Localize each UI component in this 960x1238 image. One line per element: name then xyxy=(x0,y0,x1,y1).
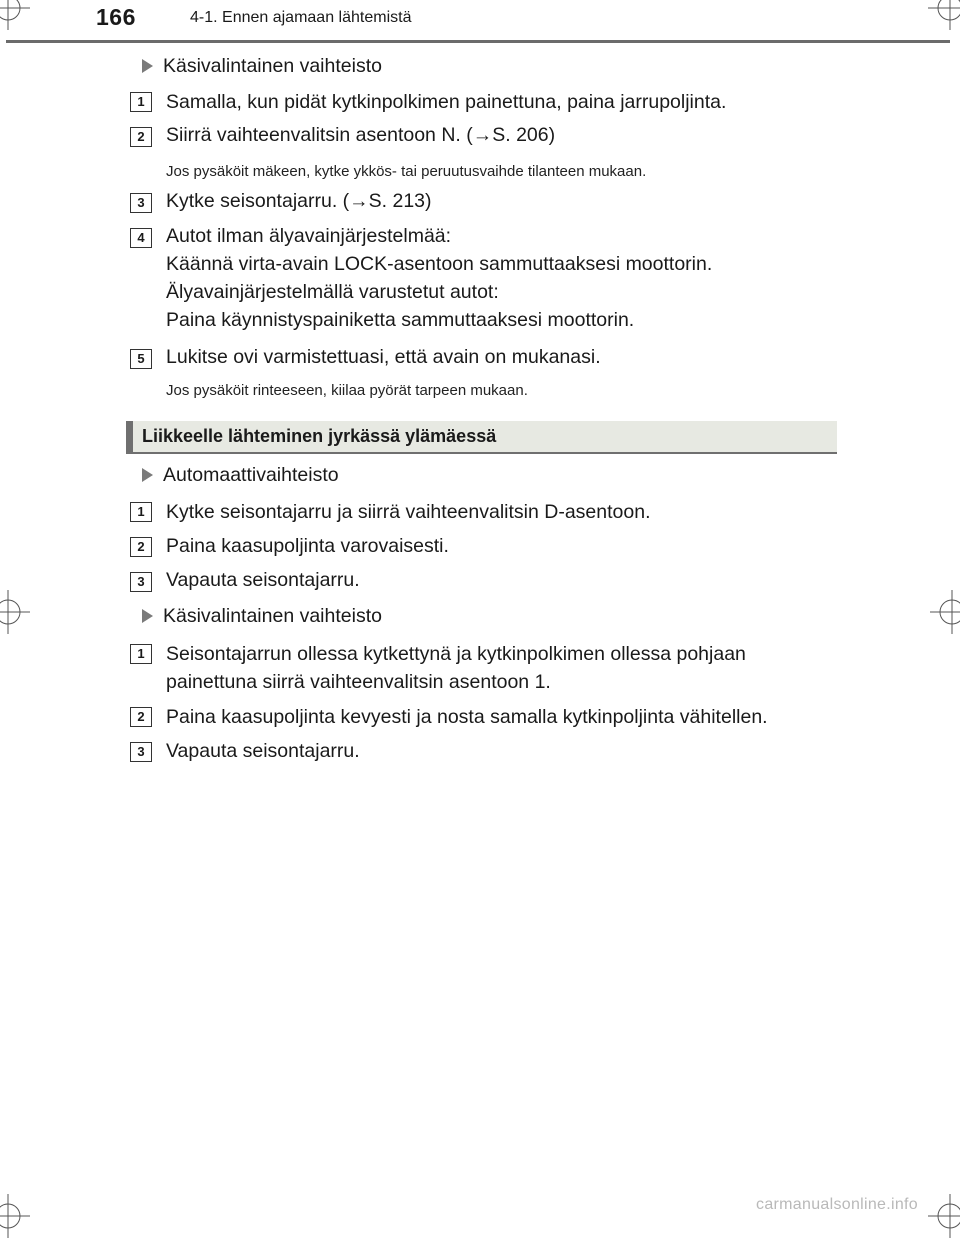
step-badge: 1 xyxy=(130,644,152,664)
triangle-bullet-icon xyxy=(142,609,153,623)
step-text: Vapauta seisontajarru. xyxy=(166,569,360,591)
crop-mark-bottom-right xyxy=(928,1194,960,1238)
step-badge: 2 xyxy=(130,537,152,557)
step-text: Vapauta seisontajarru. xyxy=(166,740,360,762)
crop-mark-bottom-left xyxy=(0,1194,30,1238)
automatic-heading: Automaattivaihteisto xyxy=(130,461,339,489)
step-badge: 5 xyxy=(130,349,152,369)
manual-heading: Käsivalintainen vaihteisto xyxy=(130,52,382,80)
step-text: Lukitse ovi varmistettuasi, että avain on mukanasi. xyxy=(166,346,601,368)
step-badge: 3 xyxy=(130,742,152,762)
watermark-text: carmanualsonline.info xyxy=(756,1196,918,1213)
header-divider xyxy=(6,40,950,43)
section-title: 4-1. Ennen ajamaan lähtemistä xyxy=(190,9,412,26)
manual-hill-heading: Käsivalintainen vaihteisto xyxy=(130,602,382,630)
page-number: 166 xyxy=(96,4,136,30)
step-text: Kytke seisontajarru ja siirrä vaihteenvalitsin D-asentoon. xyxy=(166,501,651,523)
step-text: Samalla, kun pidät kytkinpolkimen painettuna, paina jarrupoljinta. xyxy=(166,91,727,113)
step-badge: 2 xyxy=(130,707,152,727)
callout-heading xyxy=(126,421,837,454)
callout-title: Liikkeelle lähteminen jyrkässä ylämäessä xyxy=(142,426,497,446)
note-text: Jos pysäköit rinteeseen, kiilaa pyörät tarpeen mukaan. xyxy=(166,382,528,399)
step-badge: 3 xyxy=(130,572,152,592)
step-badge: 1 xyxy=(130,92,152,112)
note-text: Jos pysäköit mäkeen, kytke ykkös- tai peruutusvaihde tilanteen mukaan. xyxy=(166,163,647,180)
step-text-multiline: Autot ilman älyavainjärjestelmää: Käännä virta-avain LOCK-asentoon sammuttaaksesi moottorin. Älyavainjärjestelmällä varustetut autot: Paina käynnistyspainiketta sammuttaaksesi moottorin. xyxy=(166,225,713,331)
step-badge: 3 xyxy=(130,193,152,213)
step-text: Paina kaasupoljinta kevyesti ja nosta samalla kytkinpoljinta vähitellen. xyxy=(166,706,768,728)
step-text: Kytke seisontajarru. (→S. 213) xyxy=(166,190,432,212)
triangle-bullet-icon xyxy=(142,59,153,73)
triangle-bullet-icon xyxy=(142,468,153,482)
crop-mark-mid-left xyxy=(0,590,30,634)
step-badge: 2 xyxy=(130,127,152,147)
step-badge: 4 xyxy=(130,228,152,248)
step-text: Siirrä vaihteenvalitsin asentoon N. (→S. 206) xyxy=(166,124,556,146)
step-text-multiline: Seisontajarrun ollessa kytkettynä ja kytkinpolkimen ollessa pohjaan painettuna siirrä vaihteenvalitsin asentoon 1. xyxy=(166,643,746,693)
page-header xyxy=(0,0,960,46)
crop-mark-mid-right xyxy=(930,590,960,634)
step-badge: 1 xyxy=(130,502,152,522)
step-text: Paina kaasupoljinta varovaisesti. xyxy=(166,535,449,557)
